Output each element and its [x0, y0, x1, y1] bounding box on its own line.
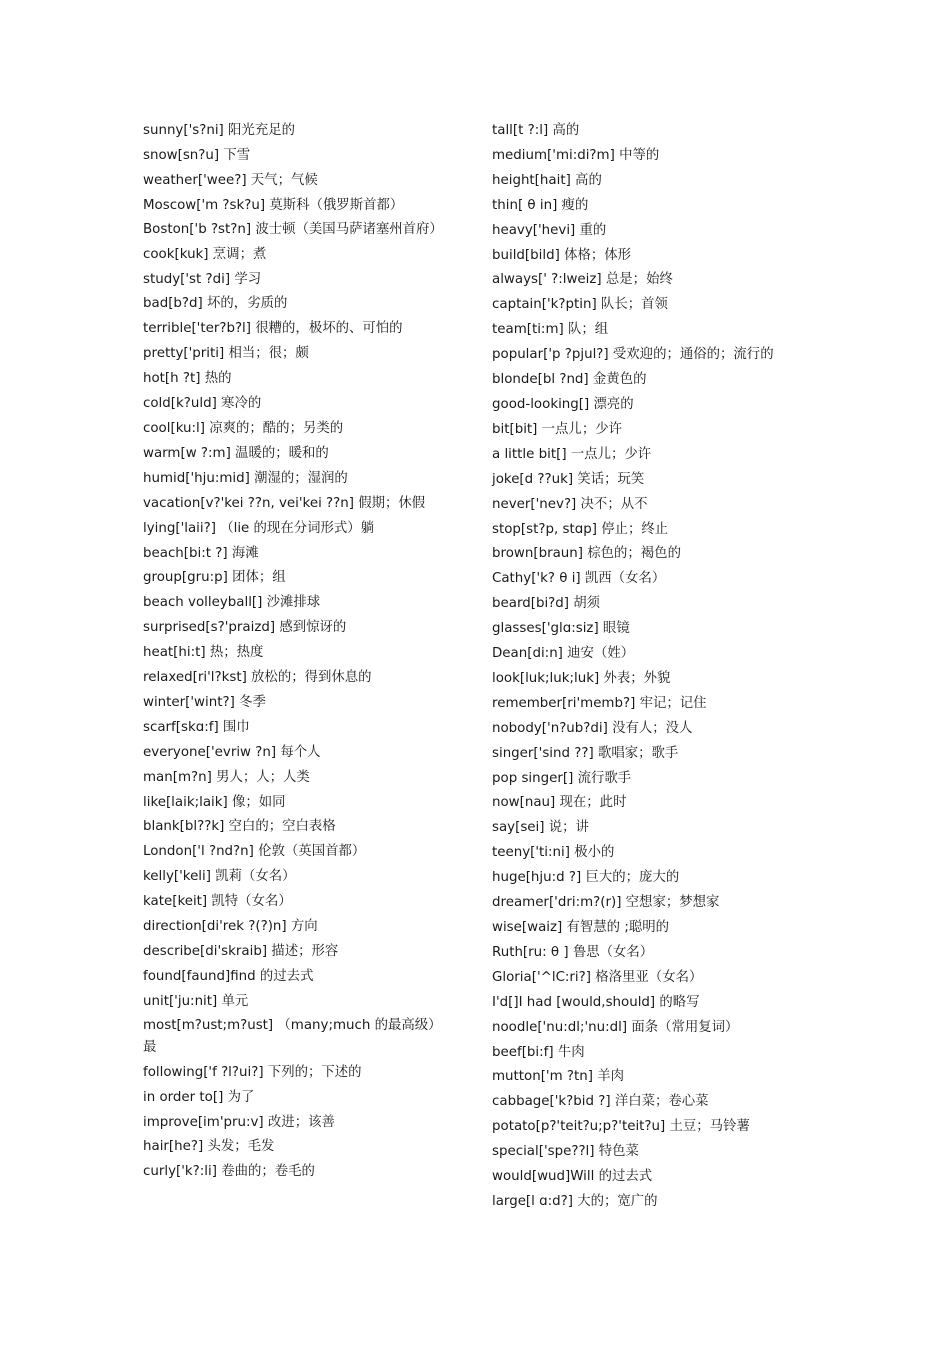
word-entry: wise[waiz] 有智慧的 ;聪明的 [492, 920, 670, 935]
word-entry: group[gru:p] 团体；组 [143, 570, 286, 586]
word-entry: good-looking[] 漂亮的 [492, 396, 634, 412]
word-entry: Dean[di:n] 迪安（姓） [492, 646, 635, 662]
word-entry: London['l ?nd?n] 伦敦（英国首都） [143, 844, 366, 860]
word-entry: I'd[]I had [would,should] 的略写 [492, 994, 700, 1010]
word-entry: medium['mi:di?m] 中等的 [492, 147, 660, 163]
word-entry: Boston['b ?st?n] 波士顿（美国马萨诸塞州首府） [143, 221, 443, 237]
word-entry: everyone['evriw ?n] 每个人 [143, 744, 321, 760]
word-entry: blonde[bl ?nd] 金黄色的 [492, 372, 647, 388]
word-entry: cook[kuk] 烹调；煮 [143, 246, 267, 262]
word-entry: popular['p ?pjul?] 受欢迎的；通俗的；流行的 [492, 347, 774, 363]
word-entry: beach[bi:t ?] 海滩 [143, 545, 259, 561]
word-entry: brown[braun] 棕色的；褐色的 [492, 546, 681, 562]
word-entry: would[wud]Will 的过去式 [492, 1169, 653, 1185]
word-entry: warm[w ?:m] 温暖的；暖和的 [143, 445, 329, 461]
word-entry: like[laik;laik] 像；如同 [143, 794, 286, 810]
word-entry: joke[d ??uk] 笑话；玩笑 [492, 471, 645, 487]
word-entry: most[m?ust;m?ust] （many;much 的最高级）最 [143, 1017, 442, 1055]
word-entry: height[hait] 高的 [492, 172, 602, 188]
word-entry: surprised[s?'praizd] 感到惊讶的 [143, 620, 347, 636]
word-entry: lying['laii?] （lie 的现在分词形式）躺 [143, 520, 375, 536]
word-entry: always[' ?:lweiz] 总是；始终 [492, 272, 673, 288]
word-entry: curly['k?:li] 卷曲的；卷毛的 [143, 1164, 315, 1180]
word-entry: following['f ?l?ui?] 下列的；下述的 [143, 1064, 362, 1080]
word-entry: vacation[v?'kei ??n, vei'kei ??n] 假期；休假 [143, 495, 426, 511]
word-entry: cool[ku:l] 凉爽的；酷的；另类的 [143, 420, 344, 436]
word-entry: Moscow['m ?sk?u] 莫斯科（俄罗斯首都） [143, 197, 404, 213]
word-entry: man[m?n] 男人；人；人类 [143, 769, 310, 785]
word-entry: mutton['m ?tn] 羊肉 [492, 1069, 625, 1085]
word-entry: improve[im'pru:v] 改进；该善 [143, 1114, 335, 1130]
word-entry: glasses['glɑ:siz] 眼镜 [492, 621, 630, 637]
word-entry: tall[t ?:l] 高的 [492, 123, 580, 138]
word-entry: heat[hi:t] 热；热度 [143, 645, 264, 661]
word-entry: direction[di'rek ?(?)n] 方向 [143, 919, 318, 935]
word-entry: Cathy['k? θ i] 凯西（女名） [492, 571, 666, 587]
word-entry: found[faund]find 的过去式 [143, 968, 314, 984]
word-entry: singer['sind ??] 歌唱家；歌手 [492, 745, 679, 761]
word-entry: noodle['nu:dl;'nu:dl] 面条（常用复词） [492, 1019, 739, 1035]
word-entry: winter['wint?] 冬季 [143, 694, 266, 710]
word-entry: humid['hju:mid] 潮湿的；湿润的 [143, 470, 348, 486]
word-entry: sunny['s?ni] 阳光充足的 [143, 123, 295, 138]
word-entry: bit[bit] 一点儿；少许 [492, 421, 622, 437]
left-word-column [143, 119, 448, 1185]
word-entry: teeny['ti:ni] 极小的 [492, 845, 615, 861]
word-entry: thin[ θ in] 瘦的 [492, 197, 589, 213]
word-entry: bad[b?d] 坏的，劣质的 [143, 296, 288, 312]
word-entry: kelly['keli] 凯莉（女名） [143, 869, 296, 885]
right-word-column [492, 119, 802, 1215]
word-entry: scarf[skɑ:f] 围巾 [143, 719, 250, 735]
word-entry: never['nev?] 决不；从不 [492, 496, 648, 512]
word-entry: beef[bi:f] 牛肉 [492, 1044, 585, 1060]
word-entry: captain['k?ptin] 队长；首领 [492, 297, 668, 313]
word-entry: potato[p?'teit?u;p?'teit?u] 土豆；马铃薯 [492, 1119, 750, 1135]
word-entry: hair[he?] 头发；毛发 [143, 1139, 275, 1155]
word-entry: heavy['hevi] 重的 [492, 222, 607, 238]
word-entry: huge[hju:d ?] 巨大的；庞大的 [492, 870, 680, 886]
word-entry: study['st ?di] 学习 [143, 271, 262, 287]
word-entry: large[l ɑ:d?] 大的；宽广的 [492, 1193, 658, 1209]
word-entry: look[luk;luk;luk] 外表；外貌 [492, 670, 671, 686]
word-entry: dreamer['dri:m?(r)] 空想家；梦想家 [492, 895, 720, 911]
word-entry: remember[ri'memb?] 牢记；记住 [492, 695, 707, 711]
word-entry: kate[keit] 凯特（女名） [143, 894, 292, 910]
word-entry: unit['ju:nit] 单元 [143, 993, 249, 1009]
word-entry: build[bild] 体格；体形 [492, 247, 632, 263]
word-entry: team[ti:m] 队；组 [492, 322, 609, 338]
word-entry: stop[st?p, stɑp] 停止；终止 [492, 521, 669, 537]
word-entry: a little bit[] 一点儿；少许 [492, 446, 652, 462]
word-entry: weather['wee?] 天气；气候 [143, 172, 318, 188]
word-entry: Gloria['^lC:ri?] 格洛里亚（女名） [492, 969, 703, 985]
word-entry: cabbage['k?bid ?] 洋白菜；卷心菜 [492, 1094, 709, 1110]
word-entry: relaxed[ri'l?kst] 放松的；得到休息的 [143, 670, 372, 686]
word-entry: describe[di'skraib] 描述；形容 [143, 944, 339, 959]
word-entry: in order to[] 为了 [143, 1089, 255, 1105]
word-entry: hot[h ?t] 热的 [143, 371, 232, 387]
word-entry: beach volleyball[] 沙滩排球 [143, 595, 321, 611]
word-entry: beard[bi?d] 胡须 [492, 596, 601, 612]
word-entry: nobody['n?ub?di] 没有人；没人 [492, 720, 693, 736]
word-entry: pop singer[] 流行歌手 [492, 770, 632, 786]
word-entry: pretty['priti] 相当；很；颇 [143, 346, 309, 362]
word-entry: snow[sn?u] 下雪 [143, 147, 251, 163]
word-entry: now[nau] 现在；此时 [492, 795, 627, 811]
word-entry: Ruth[ru: θ ] 鲁思（女名） [492, 944, 654, 960]
word-entry: blank[bl??k] 空白的；空白表格 [143, 819, 336, 835]
word-entry: special['spe??l] 特色菜 [492, 1144, 639, 1160]
word-entry: say[sei] 说；讲 [492, 820, 589, 836]
word-entry: cold[k?uld] 寒冷的 [143, 396, 262, 412]
word-entry: terrible['ter?b?l] 很糟的，极坏的、可怕的 [143, 321, 403, 337]
